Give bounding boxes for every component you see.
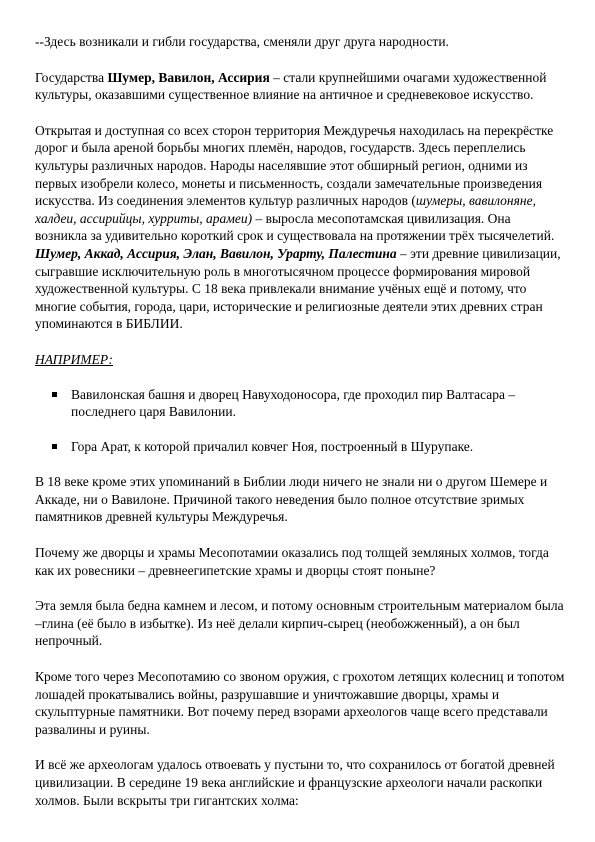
paragraph-intro-line: --Здесь возникали и гибли государства, сменяли друг друга народности. [35, 34, 449, 49]
paragraph-clay: Эта земля была бедна камнем и лесом, и потому основным строительным материалом была –глина (её было в избытке). Из неё делали кирпич-сырец (необожженный), а он был непрочный. [35, 598, 564, 649]
paragraph-question: Почему же дворцы и храмы Месопотамии оказались под толщей земляных холмов, тогда как их ровесники – древнеегипетские храмы и дворцы стоят поныне? [35, 545, 549, 578]
text-run: Открытая и доступная со всех сторон территория Междуречья находилась на перекрёстке дорог и была ареной борьбы многих племён, народов, государств. Здесь переплелись культуры различных народов. Народы населявшие этот обширный регион, одними из первых изобрели колесо, монеты и письменность, создали замечательные произведения искусства. Из соединения элементов культур различных народов ( [35, 122, 554, 209]
section-heading-example: НАПРИМЕР: [35, 351, 113, 367]
paragraph-18th-century: В 18 веке кроме этих упоминаний в Библии люди ничего не знали ни о другом Шемере и Аккаде, ни о Вавилоне. Причиной такого неведения было полное отсутствие зримых памятников древней культуры Междуречья. [35, 474, 548, 525]
text-run: – выросла месопотамская цивилизация. Она возникла за удивительно короткий срок и существовала на протяжении трёх тысячелетий. [35, 210, 555, 244]
list-item [35, 438, 565, 456]
list-item [35, 386, 565, 421]
paragraph-wars: Кроме того через Месопотамию со звоном оружия, с грохотом летящих колесниц и топотом лошадей прокатывались войны, разрушавшие и уничтожавшие дворцы, храмы и скульптурные памятники. Вот почему перед взорами археологов чаще всего представали развалины и руины. [35, 669, 565, 737]
paragraph-mesopotamia-territory [35, 122, 565, 333]
square-bullet-icon [52, 444, 57, 449]
list-item-text: Гора Арат, к которой причалил ковчег Ноя, построенный в Шурупаке. [71, 438, 474, 454]
paragraph-states [35, 69, 565, 104]
bullet-list [35, 386, 565, 456]
bold-italic-civilizations-list: Шумер, Аккад, Ассирия, Элан, Вавилон, Урарту, Палестина [35, 245, 397, 261]
text-run: Государства [35, 69, 108, 85]
bold-states-names: Шумер, Вавилон, Ассирия [107, 69, 270, 85]
text-run: – эти древние цивилизации, сыгравшие исключительную роль в многотысячном процессе формирования мировой художественной культуры. С 18 века привлекали внимание учёных ещё и потому, что многие события, города, цари, исторические и религиозные деятели этих древних стран упоминаются в БИБЛИИ. [35, 245, 561, 332]
list-item-text: Вавилонская башня и дворец Навуходоносора, где проходил пир Валтасара – последнего царя Вавилонии. [71, 386, 516, 420]
square-bullet-icon [52, 392, 57, 397]
paragraph-archaeologists: И всё же археологам удалось отвоевать у пустыни то, что сохранилось от богатой древней цивилизации. В середине 19 века английские и французские археологи начали раскопки холмов. Были вскрыты три гигантских холма: [35, 757, 555, 808]
italic-peoples-list: шумеры, вавилоняне, халдеи, ассирийцы, хурриты, арамеи) [35, 193, 536, 226]
document-body [35, 33, 565, 827]
text-run: – стали крупнейшими очагами художественной культуры, оказавшими существенное влияние на античное и средневековое искусство. [35, 69, 547, 103]
